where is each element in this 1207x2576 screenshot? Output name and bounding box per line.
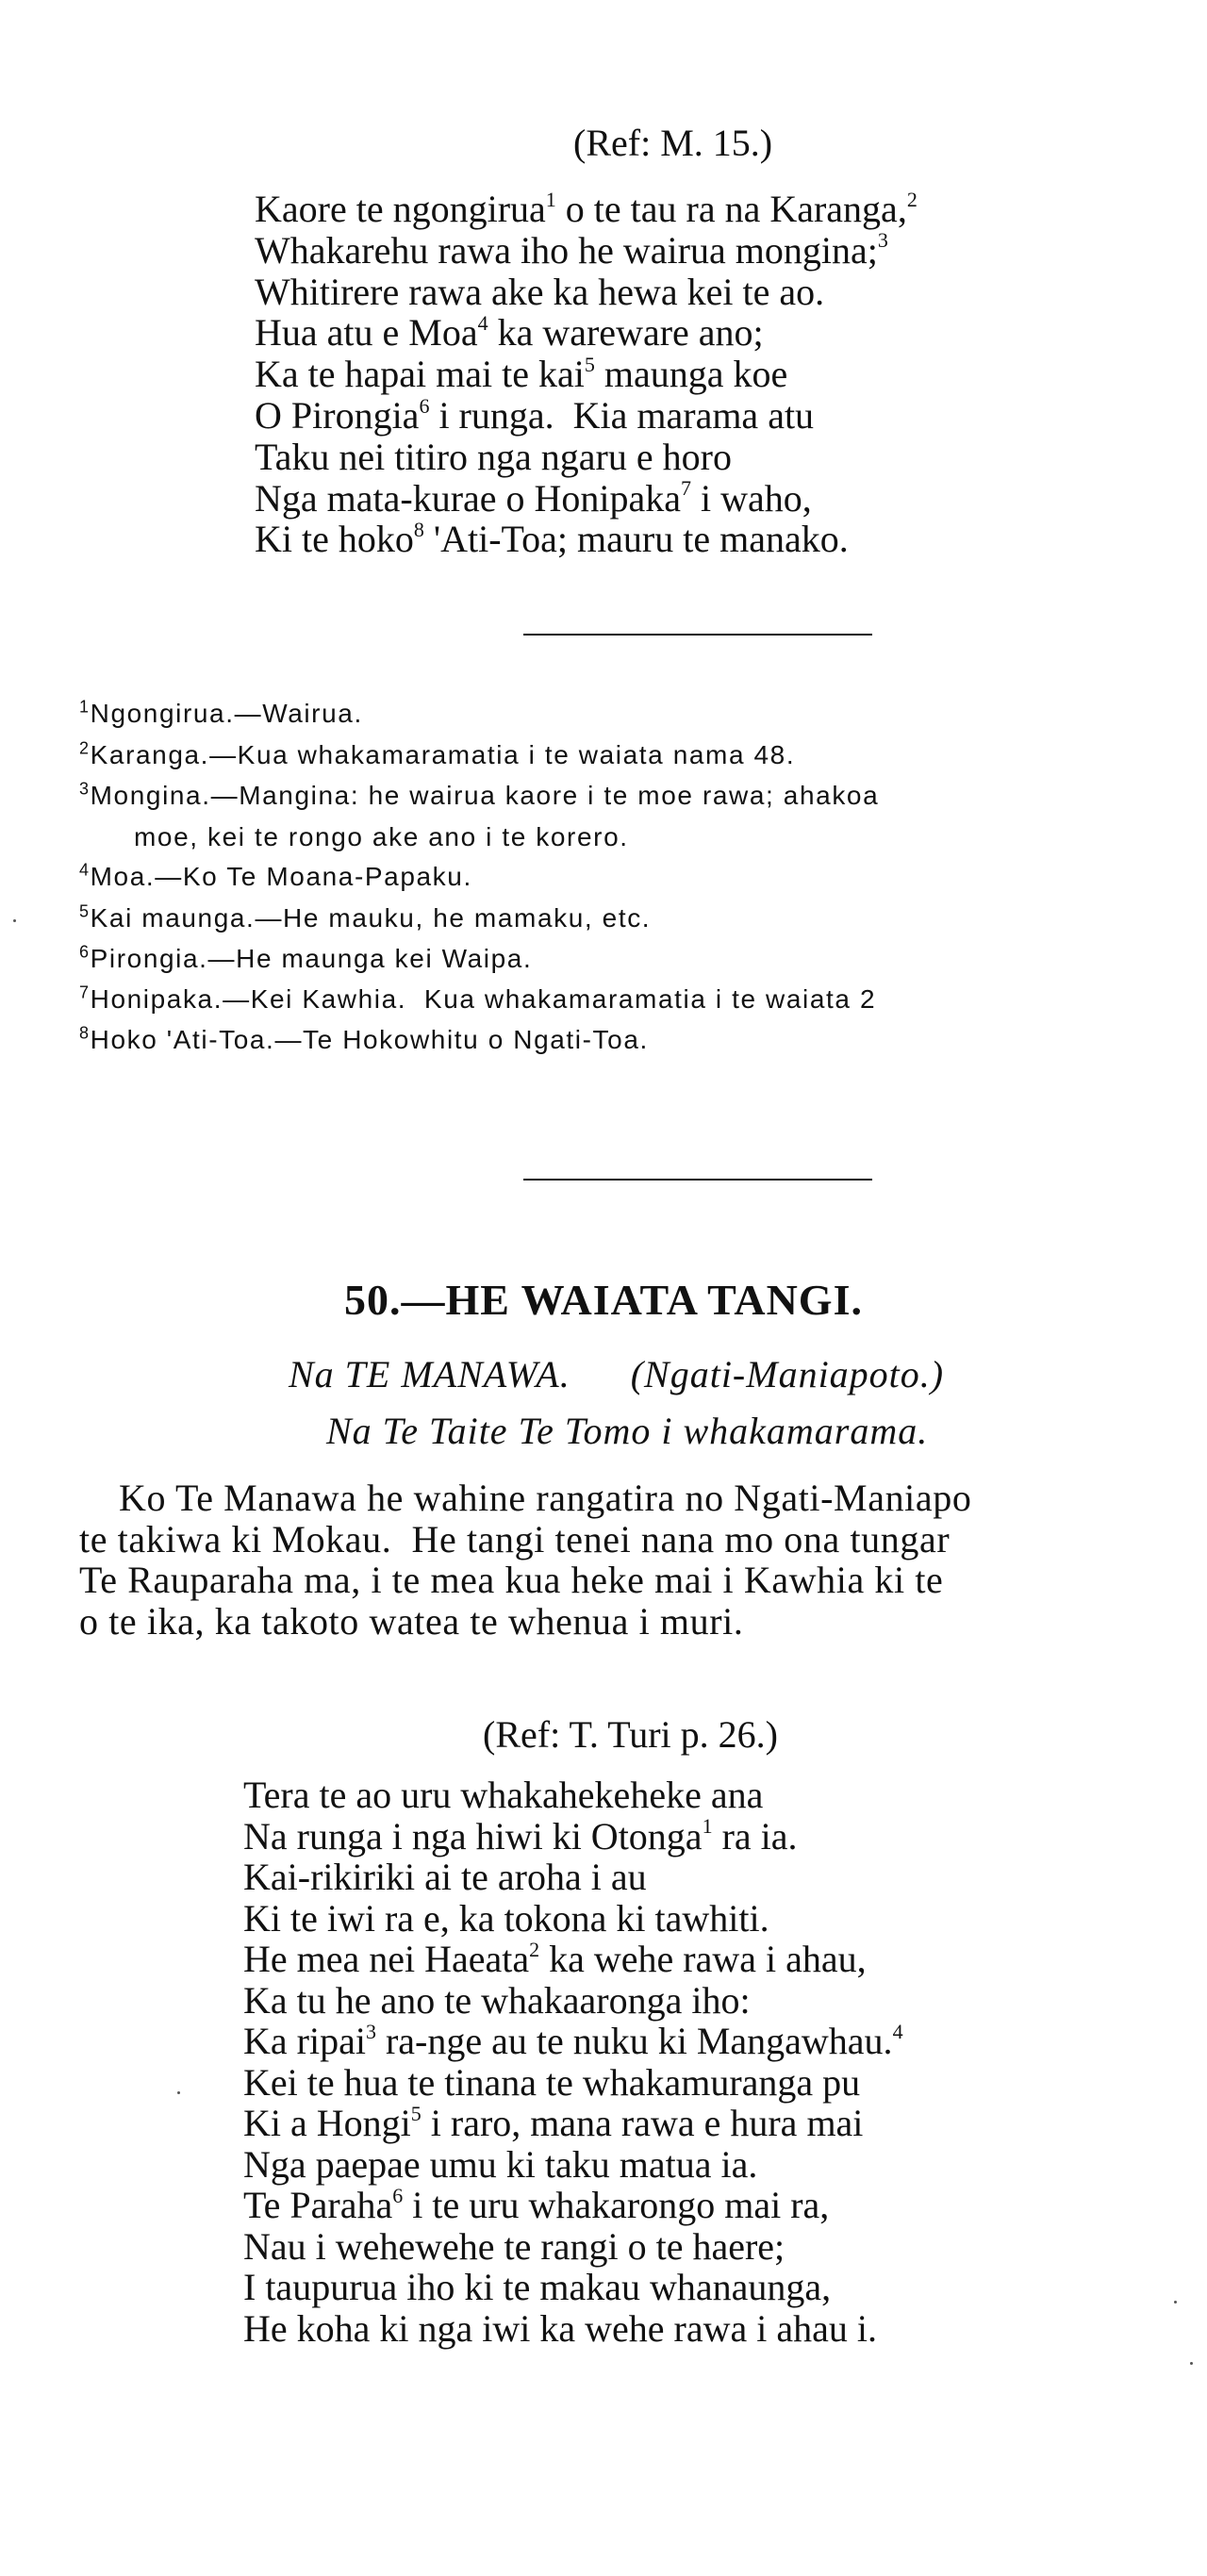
verse-text-cont: o te tau ra na Karanga, xyxy=(555,188,907,230)
verse-text: Kai-rikiriki ai te aroha i au xyxy=(243,1856,647,1898)
verse-line xyxy=(255,395,918,437)
verse-text: Nau i wehewehe te rangi o te haere; xyxy=(243,2224,785,2268)
footnote-text: Honipaka.—Kei Kawhia. Kua whakamaramatia i te waiata 2 xyxy=(90,984,877,1014)
verse-text: Ka ripai xyxy=(243,2020,366,2062)
footnote xyxy=(79,699,363,729)
verse-line xyxy=(243,2021,903,2062)
verse-text: Kaore te ngongirua xyxy=(255,188,546,230)
verse-text-cont: i waho, xyxy=(691,476,812,520)
verse-line xyxy=(243,2267,903,2308)
song-title: 50.—HE WAIATA TANGI. xyxy=(344,1276,863,1324)
verse-line xyxy=(255,312,918,354)
verse-text-cont: maunga koe xyxy=(594,353,788,396)
footnote-text: Pirongia.—He maunga kei Waipa. xyxy=(90,944,533,973)
footnote xyxy=(79,1025,649,1055)
verse-line xyxy=(243,1775,903,1816)
verse-text-cont: ka wareware ano; xyxy=(488,311,764,355)
verse-line xyxy=(243,2144,903,2186)
verse-line xyxy=(255,519,918,560)
footnote xyxy=(79,984,876,1015)
footnote-ref: 4 xyxy=(477,311,488,336)
footnote-ref: 2 xyxy=(906,187,918,211)
verse-line xyxy=(243,2185,903,2226)
footnote-ref: 1 xyxy=(702,1814,713,1839)
verse-text: Ka tu he ano te whakaaronga iho: xyxy=(243,1978,751,2022)
divider-rule-1 xyxy=(523,634,872,636)
verse-text-cont: ra-nge au te nuku ki Mangawhau. xyxy=(375,2020,893,2062)
intro-line: o te ika, ka takoto watea te whenua i muri. xyxy=(79,1599,744,1643)
footnote-ref: 5 xyxy=(410,2101,422,2125)
verse-text-cont: ra ia. xyxy=(712,1814,798,1858)
footnote-text: Karanga.—Kua whakamaramatia i te waiata nama 48. xyxy=(90,740,796,769)
verse-block-2 xyxy=(243,1775,903,2349)
verse-block-1 xyxy=(255,189,918,560)
verse-text-cont: i runga. Kia marama atu xyxy=(429,393,815,437)
intro-line: Ko Te Manawa he wahine rangatira no Ngati-Maniapo xyxy=(119,1477,972,1519)
footnote-ref: 2 xyxy=(529,1937,540,1961)
footnote xyxy=(79,944,532,974)
verse-line xyxy=(243,2308,903,2350)
verse-text: He koha ki nga iwi ka wehe rawa i ahau i. xyxy=(243,2306,877,2350)
footnote-text: moe, kei te rongo ake ano i te korero. xyxy=(134,822,629,851)
verse-line xyxy=(255,437,918,478)
verse-text: O Pirongia xyxy=(255,393,420,437)
intro-paragraph xyxy=(79,1478,971,1642)
footnote-number: 3 xyxy=(79,779,91,799)
verse-line xyxy=(243,2226,903,2268)
footnote-ref: 8 xyxy=(413,518,424,542)
verse-text: Tera te ao uru whakahekeheke ana xyxy=(243,1774,764,1816)
footnote xyxy=(79,740,795,770)
scan-speck xyxy=(13,919,16,922)
reference-m15: (Ref: M. 15.) xyxy=(573,122,773,164)
verse-text: He mea nei Haeata xyxy=(243,1938,530,1980)
verse-text-cont: ka wehe rawa i ahau, xyxy=(539,1938,867,1980)
verse-text-cont: i te uru whakarongo mai ra, xyxy=(403,2184,830,2226)
verse-line xyxy=(255,230,918,272)
verse-text: Nga paepae umu ki taku matua ia. xyxy=(243,2142,758,2186)
verse-text: Ki te hoko xyxy=(255,518,414,561)
intro-line: te takiwa ki Mokau. He tangi tenei nana mo ona tungar xyxy=(79,1517,951,1560)
verse-text: Na runga i nga hiwi ki Otonga xyxy=(243,1814,703,1858)
verse-line xyxy=(243,1980,903,2022)
footnote-ref: 4 xyxy=(892,2019,903,2043)
verse-text: Hua atu e Moa xyxy=(255,311,478,355)
verse-text: Taku nei titiro nga ngaru e horo xyxy=(255,435,732,478)
verse-line xyxy=(243,1816,903,1858)
verse-line xyxy=(243,1898,903,1940)
footnote-number: 1 xyxy=(79,697,91,717)
verse-text: Te Paraha xyxy=(243,2184,393,2226)
verse-line xyxy=(243,2103,903,2144)
reference-turi: (Ref: T. Turi p. 26.) xyxy=(483,1713,778,1756)
footnote xyxy=(134,822,629,852)
verse-line xyxy=(255,272,918,313)
scan-speck xyxy=(1174,2301,1177,2304)
footnote-ref: 1 xyxy=(545,187,556,211)
footnote xyxy=(79,903,651,933)
footnote-ref: 6 xyxy=(419,393,430,418)
footnote-text: Mongina.—Mangina: he wairua kaore i te moe rawa; ahakoa xyxy=(90,781,880,810)
verse-line xyxy=(243,1939,903,1980)
verse-text: Whitirere rawa ake ka hewa kei te ao. xyxy=(255,270,825,313)
composer-tribe: (Ngati-Maniapoto.) xyxy=(630,1353,945,1395)
intro-line: Te Rauparaha ma, i te mea kua heke mai i Kawhia ki te xyxy=(79,1559,944,1601)
composer-line xyxy=(289,1352,944,1396)
verse-line xyxy=(255,189,918,230)
verse-text: I taupurua iho ki te makau whanaunga, xyxy=(243,2266,832,2308)
verse-line xyxy=(255,478,918,520)
footnote xyxy=(79,862,472,892)
composer-name: Na TE MANAWA. xyxy=(289,1353,570,1395)
footnote-ref: 6 xyxy=(392,2183,404,2207)
footnote-ref: 7 xyxy=(681,476,692,501)
footnote-ref: 5 xyxy=(584,352,595,376)
verse-text: Ka te hapai mai te kai xyxy=(255,353,585,396)
scan-speck xyxy=(1190,2362,1193,2365)
footnote-number: 5 xyxy=(79,901,91,921)
explainer-line: Na Te Taite Te Tomo i whakamarama. xyxy=(326,1410,929,1452)
footnote-text: Moa.—Ko Te Moana-Papaku. xyxy=(90,862,472,891)
verse-line xyxy=(243,2062,903,2104)
footnote-number: 6 xyxy=(79,942,91,962)
footnote-number: 8 xyxy=(79,1023,91,1043)
footnote-ref: 3 xyxy=(877,228,888,253)
verse-text: Ki a Hongi xyxy=(243,2102,411,2144)
verse-text: Nga mata-kurae o Honipaka xyxy=(255,476,682,520)
verse-text: Ki te iwi ra e, ka tokona ki tawhiti. xyxy=(243,1896,769,1940)
divider-rule-2 xyxy=(523,1179,872,1181)
footnote-text: Ngongirua.—Wairua. xyxy=(90,699,363,728)
verse-line xyxy=(243,1857,903,1898)
footnote-ref: 3 xyxy=(365,2019,376,2043)
footnote-number: 7 xyxy=(79,983,91,1002)
scan-speck xyxy=(177,2091,180,2094)
verse-text-cont: 'Ati-Toa; mauru te manako. xyxy=(423,518,849,561)
verse-text-cont: i raro, mana rawa e hura mai xyxy=(421,2102,864,2144)
footnote-text: Kai maunga.—He mauku, he mamaku, etc. xyxy=(90,903,652,933)
footnote-text: Hoko 'Ati-Toa.—Te Hokowhitu o Ngati-Toa. xyxy=(90,1025,649,1054)
verse-text: Kei te hua te tinana te whakamuranga pu xyxy=(243,2060,861,2104)
verse-text: Whakarehu rawa iho he wairua mongina; xyxy=(255,228,878,272)
footnote xyxy=(79,781,879,811)
footnote-number: 4 xyxy=(79,860,91,880)
footnote-number: 2 xyxy=(79,738,91,758)
verse-line xyxy=(255,354,918,395)
